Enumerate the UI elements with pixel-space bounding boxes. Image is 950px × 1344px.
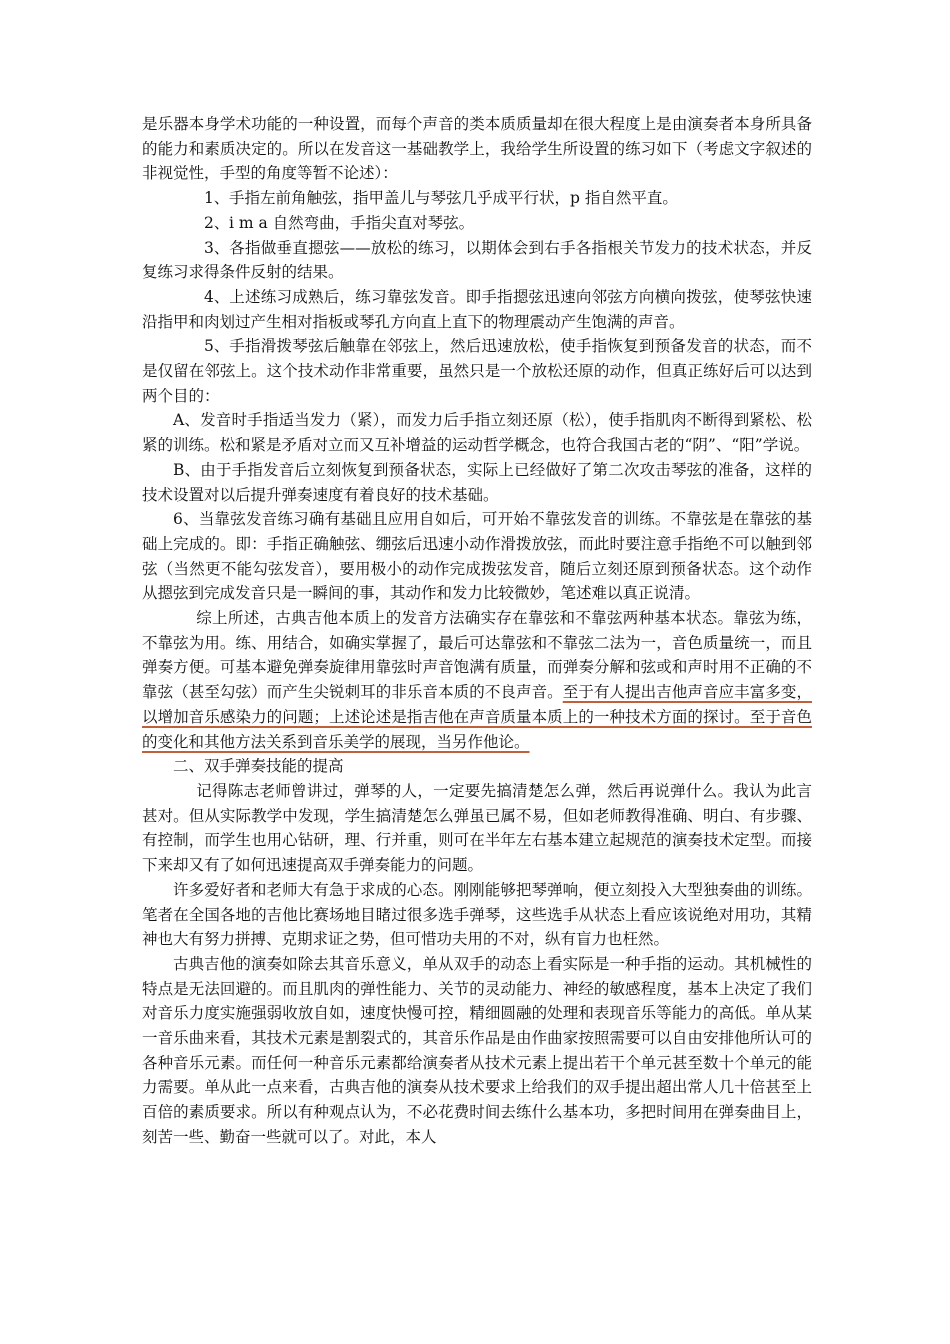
underlined-remark: 至于有人提出吉他声音应丰富多变，以增加音乐感染力的问题；上述论述是指吉他在声音质量本质上的一种技术方面的探讨。至于音色的变化和其他方法关系到音乐美学的展现，当另作他论。: [142, 683, 812, 751]
paragraph-chen-zhi: 记得陈志老师曾讲过，弹琴的人，一定要先搞清楚怎么弹，然后再说弹什么。我认为此言甚对。但从实际教学中发现，学生搞清楚怎么弹虽已属不易，但如老师教得准确、明白、有步骤、有控制，而学生也用心钻研，理、行并重，则可在半年左右基本建立起规范的演奏技术定型。而接下来却又有了如何迅速提高双手弹奏能力的问题。: [142, 781, 812, 875]
paragraph-6: 6、当靠弦发音练习确有基础且应用自如后，可开始不靠弦发音的训练。不靠弦是在靠弦的基础上完成的。即：手指正确触弦、绷弦后迅速小动作滑拨放弦，而此时要注意手指绝不可以触到邻弦（当然更不能勾弦发音），要用极小的动作完成拨弦发音，随后立刻还原到预备状态。这个动作从摁弦到完成发音只是一瞬间的事，其动作和发力比较微妙，笔述难以真正说清。: [142, 510, 812, 603]
paragraph-technique: 古典吉他的演奏如除去其音乐意义，单从双手的动态上看实际是一种手指的运动。其机械性的特点是无法回避的。而且肌肉的弹性能力、关节的灵动能力、神经的敏感程度，基本上决定了我们对音乐力度实施强弱收放自如，速度快慢可控，精细圆融的处理和表现音乐等能力的高低。单从某一音乐曲来看，其技术元素是割裂式的，其音乐作品是由作曲家按照需要可以自由安排他所认可的各种音乐元素。而任何一种音乐元素都给演奏者从技术元素上提出若干个单元甚至数十个单元的能力需要。单从此一点来看，古典吉他的演奏从技术要求上给我们的双手提出超出常人几十倍甚至上百倍的素质要求。所以有种观点认为，不必花费时间去练什么基本功，多把时间用在弹奏曲目上，刻苦一些、勤奋一些就可以了。对此，本人: [142, 954, 812, 1146]
section-heading: 二、双手弹奏技能的提高: [173, 757, 344, 776]
paragraph-summary: [142, 606, 812, 754]
list-number: 5、: [204, 337, 230, 356]
paragraph-b: B、由于手指发音后立刻恢复到预备状态，实际上已经做好了第二次攻击琴弦的准备，这样的技术设置对以后提升弹奏速度有着良好的技术基础。: [142, 460, 812, 504]
list-item-3: [142, 236, 812, 285]
list-text: 手指滑拨琴弦后触靠在邻弦上，然后迅速放松，使手指恢复到预备发音的状态，而不是仅留在邻弦上。这个技术动作非常重要，虽然只是一个放松还原的动作，但真正练好后可以达到两个目的：: [142, 337, 812, 405]
list-text: 上述练习成熟后，练习靠弦发音。即手指摁弦迅速向邻弦方向横向拨弦，使琴弦快速沿指甲和肉划过产生相对指板或琴孔方向直上直下的物理震动产生饱满的声音。: [142, 287, 812, 331]
paragraph-enthusiasts: 许多爱好者和老师大有急于求成的心态。刚刚能够把琴弹响，便立刻投入大型独奏曲的训练。笔者在全国各地的吉他比赛场地目睹过很多选手弹琴，这些选手从状态上看应该说绝对用功，其精神也大有努力拼搏、克期求证之势，但可惜功夫用的不对，纵有盲力也枉然。: [142, 880, 812, 949]
list-text: 手指左前角触弦，指甲盖儿与琴弦几乎成平行状，p 指自然平直。: [229, 189, 678, 208]
summary-text: 综上所述，古典吉他本质上的发音方法确实存在靠弦和不靠弦两种基本状态。靠弦为练，不靠弦为用。练、用结合，如确实掌握了，最后可达靠弦和不靠弦二法为一，音色质量统一，而且弹奏方便。可基本避免弹奏旋律用靠弦时声音饱满有质量，而弹奏分解和弦或和声时用不正确的不靠弦（甚至勾弦）而产生尖锐刺耳的非乐音本质的不良声音。: [142, 609, 812, 702]
document-page: [142, 112, 812, 1150]
list-text: 各指做垂直摁弦——放松的练习，以期体会到右手各指根关节发力的技术状态，并反复练习求得条件反射的结果。: [142, 238, 812, 282]
list-text: i m a 自然弯曲，手指尖直对琴弦。: [229, 213, 475, 232]
list-number: 4、: [204, 287, 230, 306]
list-number: 1、: [204, 189, 230, 208]
list-number: 2、: [204, 213, 230, 232]
list-item-4: [142, 285, 812, 334]
paragraph-intro: 是乐器本身学术功能的一种设置，而每个声音的类本质质量却在很大程度上是由演奏者本身所具备的能力和素质决定的。所以在发音这一基础教学上，我给学生所设置的练习如下（考虑文字叙述的非视觉性，手型的角度等暂不论述）：: [142, 115, 812, 183]
paragraph-a: A、发音时手指适当发力（紧），而发力后手指立刻还原（松），使手指肌肉不断得到紧松、松紧的训练。松和紧是矛盾对立而又互补增益的运动哲学概念，也符合我国古老的“阴”、“阳”学说。: [142, 411, 812, 455]
list-item-1: [142, 186, 812, 211]
list-item-2: [142, 211, 812, 236]
list-number: 3、: [204, 238, 230, 257]
list-item-5: [142, 334, 812, 408]
